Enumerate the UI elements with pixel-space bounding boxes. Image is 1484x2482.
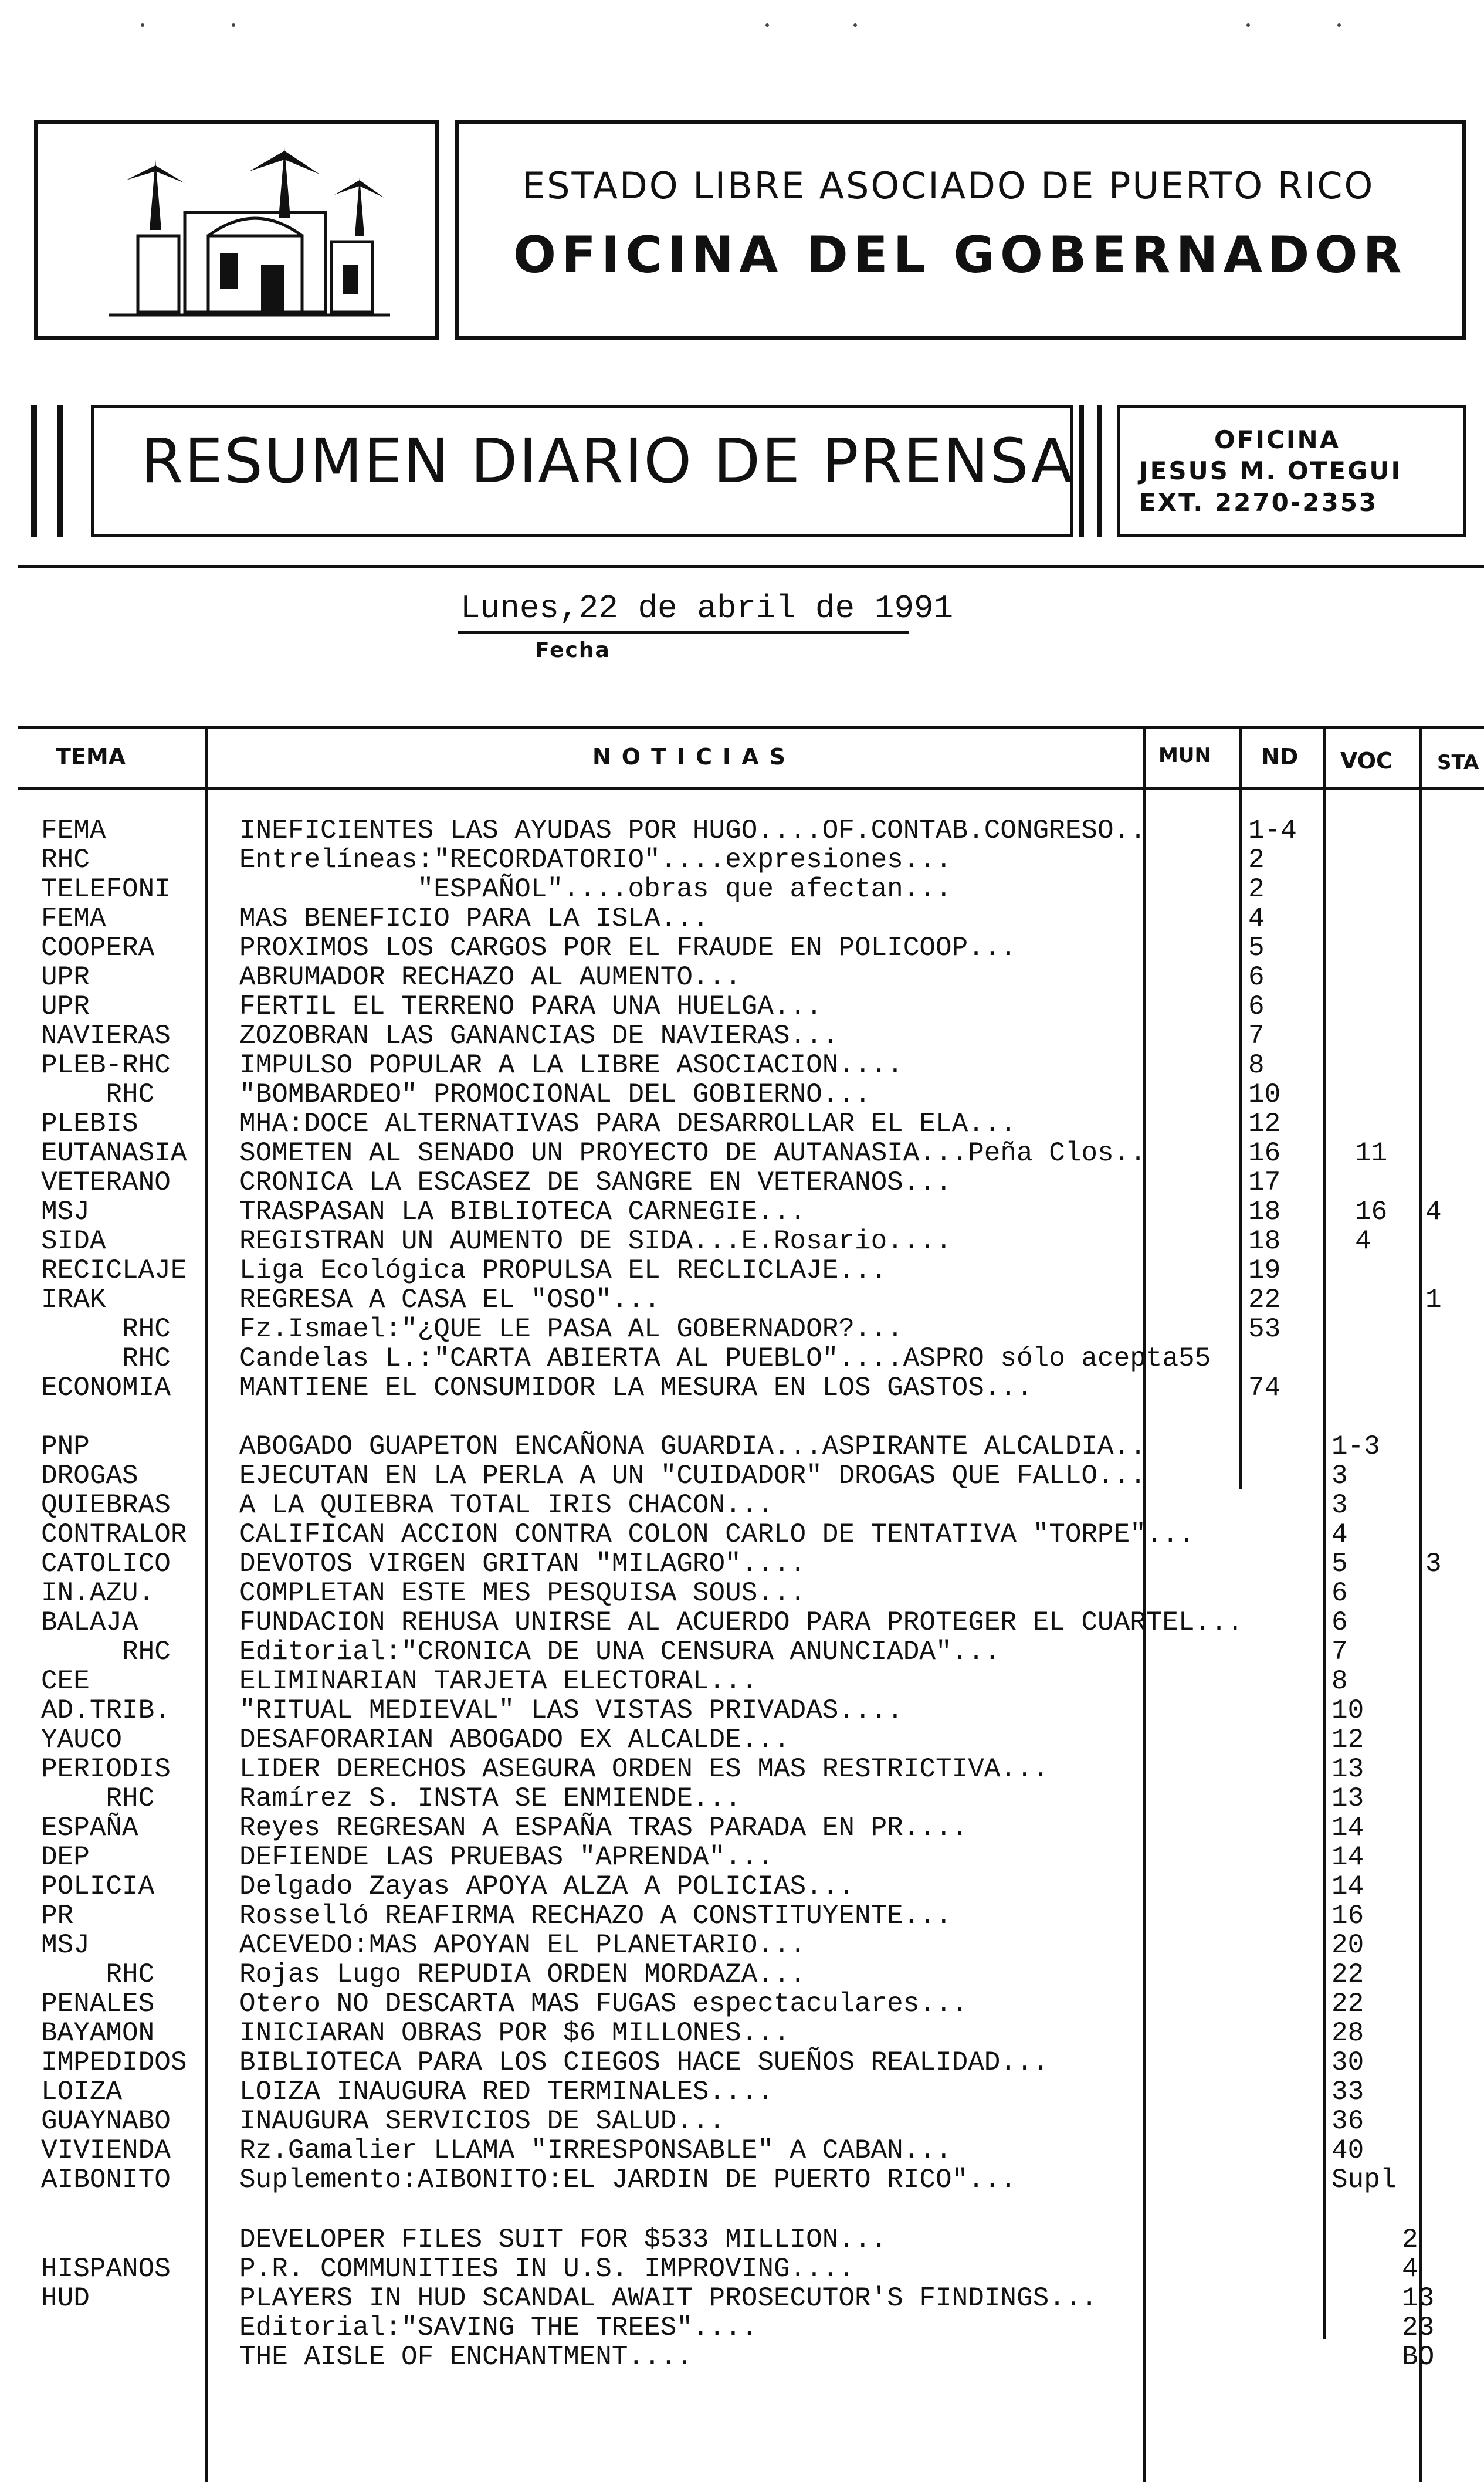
row-tema: SIDA: [41, 1226, 106, 1257]
row-tema: RECICLAJE: [41, 1255, 187, 1286]
office-extension: EXT. 2270-2353: [1139, 488, 1378, 517]
column-rule: [1323, 726, 1326, 2339]
row-noticia: Delgado Zayas APOYA ALZA A POLICIAS...: [239, 1871, 855, 1902]
row-tema: CONTRALOR: [41, 1519, 187, 1550]
row-nd: 18: [1248, 1226, 1281, 1257]
row-tema: PLEBIS: [41, 1109, 138, 1139]
row-noticia: Editorial:"SAVING THE TREES"....: [239, 2312, 758, 2343]
row-noticia: MAS BENEFICIO PARA LA ISLA...: [239, 903, 709, 934]
row-tema: RHC: [41, 1343, 171, 1374]
row-noticia: Fz.Ismael:"¿QUE LE PASA AL GOBERNADOR?...: [239, 1314, 903, 1345]
row-tema: AIBONITO: [41, 2165, 171, 2195]
office-label: OFICINA: [1214, 425, 1341, 454]
row-noticia: Ramírez S. INSTA SE ENMIENDE...: [239, 1783, 741, 1814]
row-tema: AD.TRIB.: [41, 1695, 171, 1726]
row-voc: 13: [1331, 1754, 1364, 1785]
row-voc: 16: [1331, 1901, 1364, 1931]
row-noticia: SOMETEN AL SENADO UN PROYECTO DE AUTANASIA...Peña Clos..: [239, 1138, 1146, 1169]
row-noticia: INAUGURA SERVICIOS DE SALUD...: [239, 2106, 726, 2136]
row-noticia: ACEVEDO:MAS APOYAN EL PLANETARIO...: [239, 1930, 807, 1960]
row-tema: UPR: [41, 962, 90, 993]
row-tema: LOIZA: [41, 2077, 123, 2107]
row-tema: PR: [41, 1901, 74, 1931]
row-sta: 4: [1425, 1197, 1442, 1227]
row-noticia: Rosselló REAFIRMA RECHAZO A CONSTITUYENTE...: [239, 1901, 952, 1931]
row-noticia: Suplemento:AIBONITO:EL JARDIN DE PUERTO RICO"...: [239, 2165, 1017, 2195]
row-tema: HISPANOS: [41, 2254, 171, 2284]
row-noticia: FERTIL EL TERRENO PARA UNA HUELGA...: [239, 991, 822, 1022]
row-noticia: Editorial:"CRONICA DE UNA CENSURA ANUNCIADA"...: [239, 1637, 1001, 1667]
column-header-sta: STA: [1437, 751, 1479, 774]
row-noticia: EJECUTAN EN LA PERLA A UN "CUIDADOR" DROGAS QUE FALLO...: [239, 1461, 1146, 1491]
row-tema: PERIODIS: [41, 1754, 171, 1785]
left-bar: [57, 405, 63, 537]
office-name: OFICINA DEL GOBERNADOR: [513, 226, 1407, 285]
row-sta: 4: [1402, 2254, 1418, 2284]
row-voc: Supl: [1331, 2165, 1397, 2195]
row-voc: 1-3: [1331, 1431, 1380, 1462]
row-tema: HUD: [41, 2283, 90, 2314]
row-voc: 40: [1331, 2135, 1364, 2166]
row-noticia: FUNDACION REHUSA UNIRSE AL ACUERDO PARA PROTEGER EL CUARTEL...: [239, 1607, 1244, 1638]
row-voc: 14: [1331, 1871, 1364, 1902]
row-tema: VIVIENDA: [41, 2135, 171, 2166]
row-tema: DEP: [41, 1842, 90, 1872]
row-voc: 28: [1331, 2018, 1364, 2048]
row-nd: 2: [1248, 874, 1265, 905]
row-nd: 17: [1248, 1167, 1281, 1198]
report-date: Lunes,22 de abril de 1991: [460, 590, 954, 627]
row-noticia: P.R. COMMUNITIES IN U.S. IMPROVING....: [239, 2254, 855, 2284]
row-nd: 10: [1248, 1079, 1281, 1110]
row-noticia: ZOZOBRAN LAS GANANCIAS DE NAVIERAS...: [239, 1021, 839, 1051]
row-nd: 16: [1248, 1138, 1281, 1169]
table-header-rule: [18, 787, 1484, 790]
row-noticia: TRASPASAN LA BIBLIOTECA CARNEGIE...: [239, 1197, 807, 1227]
row-nd: 22: [1248, 1285, 1281, 1315]
row-noticia: "ESPAÑOL"....obras que afectan...: [239, 874, 952, 905]
row-noticia: ABOGADO GUAPETON ENCAÑONA GUARDIA...ASPIRANTE ALCALDIA..: [239, 1431, 1146, 1462]
row-tema: VETERANO: [41, 1167, 171, 1198]
row-voc: 4: [1331, 1519, 1348, 1550]
row-tema: FEMA: [41, 815, 106, 846]
row-voc: 6: [1331, 1607, 1348, 1638]
row-sta: 3: [1425, 1549, 1442, 1579]
date-label: Fecha: [535, 638, 611, 662]
row-noticia: Rz.Gamalier LLAMA "IRRESPONSABLE" A CABAN...: [239, 2135, 952, 2166]
row-noticia: CALIFICAN ACCION CONTRA COLON CARLO DE TENTATIVA "TORPE"...: [239, 1519, 1195, 1550]
row-tema: RHC: [41, 1637, 171, 1667]
row-noticia: ELIMINARIAN TARJETA ELECTORAL...: [239, 1666, 758, 1697]
row-tema: IMPEDIDOS: [41, 2047, 187, 2078]
row-tema: PNP: [41, 1431, 90, 1462]
row-tema: BAYAMON: [41, 2018, 155, 2048]
row-noticia: Entrelíneas:"RECORDATORIO"....expresiones...: [239, 845, 952, 875]
row-nd: 18: [1248, 1197, 1281, 1227]
row-tema: RHC: [41, 1314, 171, 1345]
row-noticia: Otero NO DESCARTA MAS FUGAS espectaculares...: [239, 1989, 968, 2019]
row-noticia: INEFICIENTES LAS AYUDAS POR HUGO....OF.CONTAB.CONGRESO..: [239, 815, 1146, 846]
row-tema: QUIEBRAS: [41, 1490, 171, 1521]
row-nd: 8: [1248, 1050, 1265, 1081]
row-voc: 4: [1355, 1226, 1371, 1257]
row-tema: CEE: [41, 1666, 90, 1697]
row-noticia: REGISTRAN UN AUMENTO DE SIDA...E.Rosario....: [239, 1226, 952, 1257]
row-noticia: Liga Ecológica PROPULSA EL RECLICLAJE...: [239, 1255, 887, 1286]
row-tema: PENALES: [41, 1989, 155, 2019]
row-voc: 3: [1331, 1490, 1348, 1521]
row-tema: RHC: [41, 1959, 155, 1990]
row-nd: 7: [1248, 1021, 1265, 1051]
row-tema: YAUCO: [41, 1725, 123, 1755]
row-nd: 19: [1248, 1255, 1281, 1286]
row-noticia: COMPLETAN ESTE MES PESQUISA SOUS...: [239, 1578, 807, 1609]
row-noticia: CRONICA LA ESCASEZ DE SANGRE EN VETERANOS...: [239, 1167, 952, 1198]
row-tema: UPR: [41, 991, 90, 1022]
row-voc: 7: [1331, 1637, 1348, 1667]
table-top-rule: [18, 726, 1484, 729]
scan-dot: [853, 23, 857, 27]
row-voc: 30: [1331, 2047, 1364, 2078]
row-tema: MSJ: [41, 1197, 90, 1227]
row-tema: EUTANASIA: [41, 1138, 187, 1169]
row-voc: 36: [1331, 2106, 1364, 2136]
left-bar: [31, 405, 37, 537]
row-voc: 16: [1355, 1197, 1388, 1227]
row-nd: 2: [1248, 845, 1265, 875]
row-noticia: BIBLIOTECA PARA LOS CIEGOS HACE SUEÑOS REALIDAD...: [239, 2047, 1049, 2078]
date-underline: [458, 631, 909, 634]
row-tema: RHC: [41, 845, 90, 875]
row-tema: CATOLICO: [41, 1549, 171, 1579]
row-noticia: PROXIMOS LOS CARGOS POR EL FRAUDE EN POLICOOP...: [239, 933, 1017, 963]
scan-dot: [232, 23, 235, 27]
column-header-nd: ND: [1261, 744, 1299, 770]
row-nd: 6: [1248, 991, 1265, 1022]
row-tema: MSJ: [41, 1930, 90, 1960]
government-name: ESTADO LIBRE ASOCIADO DE PUERTO RICO: [522, 164, 1375, 207]
row-noticia: Reyes REGRESAN A ESPAÑA TRAS PARADA EN PR....: [239, 1813, 968, 1843]
row-voc: 11: [1355, 1138, 1388, 1169]
row-voc: 14: [1331, 1813, 1364, 1843]
row-noticia: Rojas Lugo REPUDIA ORDEN MORDAZA...: [239, 1959, 807, 1990]
row-tema: NAVIERAS: [41, 1021, 171, 1051]
row-noticia: A LA QUIEBRA TOTAL IRIS CHACON...: [239, 1490, 774, 1521]
right-bar: [1079, 405, 1084, 537]
scan-dot: [1337, 23, 1341, 27]
row-nd: 5: [1248, 933, 1265, 963]
row-sta: 13: [1402, 2283, 1435, 2314]
row-noticia: DESAFORARIAN ABOGADO EX ALCALDE...: [239, 1725, 790, 1755]
row-voc: 6: [1331, 1578, 1348, 1609]
column-header-voc: VOC: [1340, 748, 1392, 774]
row-sta: 2: [1402, 2224, 1418, 2255]
row-voc: 20: [1331, 1930, 1364, 1960]
row-noticia: ABRUMADOR RECHAZO AL AUMENTO...: [239, 962, 741, 993]
row-nd: 53: [1248, 1314, 1281, 1345]
row-nd: 1-4: [1248, 815, 1297, 846]
row-tema: ECONOMIA: [41, 1373, 171, 1403]
right-bar: [1097, 405, 1102, 537]
row-voc: 13: [1331, 1783, 1364, 1814]
row-noticia: MANTIENE EL CONSUMIDOR LA MESURA EN LOS GASTOS...: [239, 1373, 1033, 1403]
divider: [18, 565, 1484, 568]
row-noticia: LIDER DERECHOS ASEGURA ORDEN ES MAS RESTRICTIVA...: [239, 1754, 1049, 1785]
row-tema: IRAK: [41, 1285, 106, 1315]
column-rule: [205, 726, 208, 2482]
row-voc: 33: [1331, 2077, 1364, 2107]
row-noticia: DEVELOPER FILES SUIT FOR $533 MILLION...: [239, 2224, 887, 2255]
row-sta: BO: [1402, 2342, 1435, 2372]
scan-dot: [765, 23, 769, 27]
row-voc: 22: [1331, 1959, 1364, 1990]
row-nd: 4: [1248, 903, 1265, 934]
row-noticia: Candelas L.:"CARTA ABIERTA AL PUEBLO"....ASPRO sólo acepta55: [239, 1343, 1211, 1374]
logo-box: [34, 120, 439, 340]
report-title: RESUMEN DIARIO DE PRENSA: [141, 425, 1074, 497]
row-nd: 6: [1248, 962, 1265, 993]
row-tema: TELEFONI: [41, 874, 171, 905]
row-tema: BALAJA: [41, 1607, 138, 1638]
row-noticia: REGRESA A CASA EL "OSO"...: [239, 1285, 660, 1315]
row-voc: 8: [1331, 1666, 1348, 1697]
scan-dot: [141, 23, 144, 27]
column-rule: [1239, 726, 1242, 1489]
row-noticia: MHA:DOCE ALTERNATIVAS PARA DESARROLLAR EL ELA...: [239, 1109, 1017, 1139]
scan-dot: [1246, 23, 1250, 27]
row-noticia: "RITUAL MEDIEVAL" LAS VISTAS PRIVADAS....: [239, 1695, 903, 1726]
row-noticia: DEFIENDE LAS PRUEBAS "APRENDA"...: [239, 1842, 774, 1872]
row-tema: FEMA: [41, 903, 106, 934]
row-nd: 12: [1248, 1109, 1281, 1139]
row-noticia: LOIZA INAUGURA RED TERMINALES....: [239, 2077, 774, 2107]
row-tema: GUAYNABO: [41, 2106, 171, 2136]
row-tema: COOPERA: [41, 933, 155, 963]
column-rule: [1143, 726, 1146, 2482]
row-tema: DROGAS: [41, 1461, 138, 1491]
row-noticia: IMPULSO POPULAR A LA LIBRE ASOCIACION....: [239, 1050, 903, 1081]
row-voc: 10: [1331, 1695, 1364, 1726]
row-sta: 1: [1425, 1285, 1442, 1315]
column-rule: [1419, 726, 1422, 2482]
building-logo-icon: [38, 124, 435, 336]
office-contact: JESUS M. OTEGUI: [1139, 456, 1402, 485]
row-noticia: INICIARAN OBRAS POR $6 MILLONES...: [239, 2018, 790, 2048]
row-noticia: "BOMBARDEO" PROMOCIONAL DEL GOBIERNO...: [239, 1079, 871, 1110]
row-noticia: DEVOTOS VIRGEN GRITAN "MILAGRO"....: [239, 1549, 807, 1579]
row-tema: POLICIA: [41, 1871, 155, 1902]
row-voc: 12: [1331, 1725, 1364, 1755]
row-tema: RHC: [41, 1783, 155, 1814]
row-sta: 23: [1402, 2312, 1435, 2343]
column-header-mun: MUN: [1158, 744, 1211, 767]
row-tema: RHC: [41, 1079, 155, 1110]
row-voc: 3: [1331, 1461, 1348, 1491]
row-noticia: PLAYERS IN HUD SCANDAL AWAIT PROSECUTOR'S FINDINGS...: [239, 2283, 1098, 2314]
column-header-noticias: NOTICIAS: [592, 744, 796, 770]
row-tema: PLEB-RHC: [41, 1050, 171, 1081]
row-voc: 22: [1331, 1989, 1364, 2019]
column-header-tema: TEMA: [56, 744, 126, 770]
row-nd: 74: [1248, 1373, 1281, 1403]
row-voc: 14: [1331, 1842, 1364, 1872]
row-noticia: THE AISLE OF ENCHANTMENT....: [239, 2342, 693, 2372]
row-voc: 5: [1331, 1549, 1348, 1579]
row-tema: ESPAÑA: [41, 1813, 138, 1843]
row-tema: IN.AZU.: [41, 1578, 155, 1609]
